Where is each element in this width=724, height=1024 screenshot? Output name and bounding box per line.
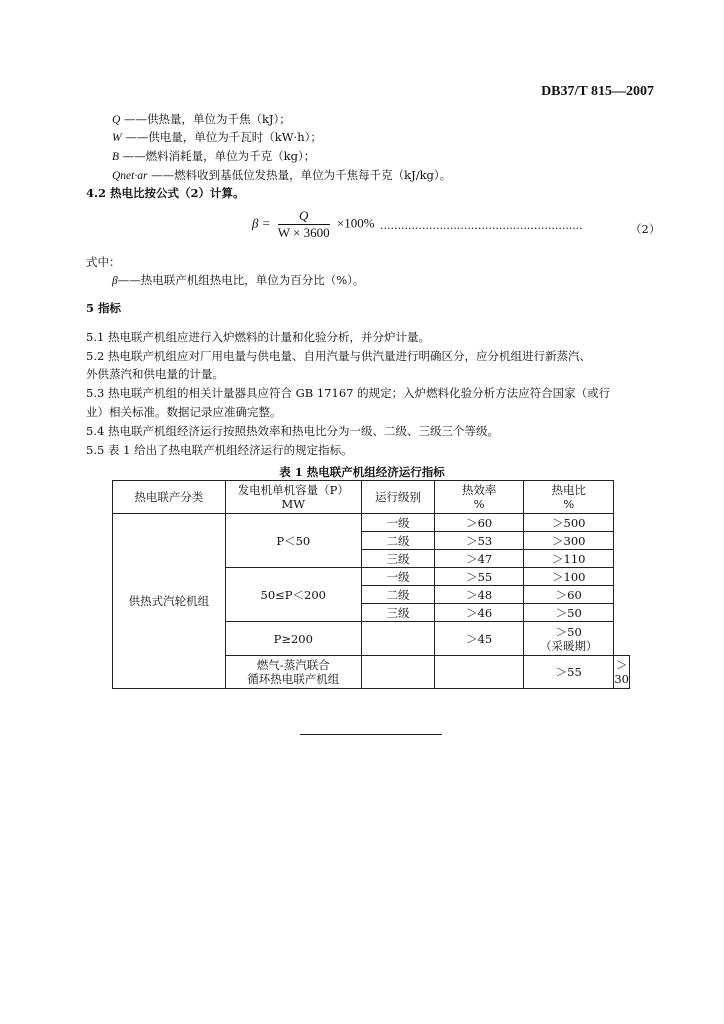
ratio-cell: ＞60	[524, 586, 614, 604]
formula-2	[252, 208, 375, 241]
ratio-cell: ＞500	[524, 514, 614, 532]
category-gas-steam-combined	[225, 656, 361, 689]
efficiency-cell: ＞60	[435, 514, 524, 532]
category-line1: 燃气-蒸汽联合	[256, 658, 330, 672]
category-line2: 循环热电联产机组	[247, 672, 340, 686]
formula-numerator: Q	[278, 208, 330, 225]
header-ratio	[524, 481, 614, 514]
level-cell	[361, 622, 434, 656]
definition-text: ——供电量，单位为千瓦时（kW·h）；	[121, 130, 322, 144]
ratio-cell: ＞50	[524, 604, 614, 622]
ratio-cell: ＞30	[614, 656, 630, 689]
efficiency-cell: ＞55	[524, 656, 614, 689]
efficiency-cell: ＞45	[435, 622, 524, 656]
ratio-value: ＞50	[555, 624, 582, 639]
header-capacity-unit: MW	[281, 497, 306, 511]
para-5-5: 5.5 表 1 给出了热电联产机组经济运行的规定指标。	[86, 443, 353, 457]
end-rule	[300, 734, 442, 735]
ratio-cell: ＞110	[524, 550, 614, 568]
definition-beta	[112, 273, 364, 289]
formula-leader-dots: ··························································	[380, 222, 583, 235]
category-steam-turbine: 供热式汽轮机组	[113, 514, 226, 689]
definition-symbol: W	[112, 132, 122, 144]
efficiency-cell: ＞55	[435, 568, 524, 586]
definition-q	[112, 112, 291, 128]
economic-operation-table	[112, 480, 630, 689]
definition-symbol: Q	[112, 114, 121, 126]
ratio-cell: ＞100	[524, 568, 614, 586]
level-cell: 二级	[361, 586, 434, 604]
para-5-1: 5.1 热电联产机组应进行入炉燃料的计量和化验分析，并分炉计量。	[86, 330, 430, 344]
definition-text: ——供热量，单位为千焦（kJ）；	[120, 112, 291, 126]
header-capacity	[225, 481, 361, 514]
definition-symbol: B	[112, 151, 120, 163]
level-cell: 一级	[361, 568, 434, 586]
definition-b	[112, 149, 315, 165]
header-ratio-unit: %	[563, 497, 575, 511]
ratio-note: （采暖期）	[539, 638, 598, 653]
level-cell: 一级	[361, 514, 434, 532]
formula-number: （2）	[630, 222, 661, 236]
table-header-row	[113, 481, 630, 514]
header-efficiency	[435, 481, 524, 514]
ratio-cell	[524, 622, 614, 656]
efficiency-cell: ＞48	[435, 586, 524, 604]
definition-text: ——燃料收到基低位发热量，单位为千焦每千克（kJ/kg）。	[147, 168, 452, 182]
header-capacity-label: 发电机单机容量（P）	[237, 483, 349, 497]
table-caption: 表 1 热电联产机组经济运行指标	[279, 465, 445, 479]
document-code: DB37/T 815—2007	[541, 84, 654, 99]
para-5-3-line1: 5.3 热电联产机组的相关计量器具应符合 GB 17167 的规定；入炉燃料化验分析方法应符合国家（或行	[86, 386, 611, 400]
section-4-2: 4.2 热电比按公式（2）计算。	[86, 186, 245, 200]
definition-w	[112, 130, 322, 146]
level-cell: 三级	[361, 604, 434, 622]
ratio-cell: ＞300	[524, 532, 614, 550]
level-cell	[435, 656, 524, 689]
para-5-2-line1: 5.2 热电联产机组应对厂用电量与供电量、自用汽量与供汽量进行明确区分，应分机组进行新蒸汽、	[86, 349, 591, 363]
para-5-2-line2: 外供蒸汽和供电量的计量。	[86, 367, 224, 381]
header-level: 运行级别	[361, 481, 434, 514]
level-cell: 三级	[361, 550, 434, 568]
header-efficiency-unit: %	[473, 497, 485, 511]
efficiency-cell: ＞46	[435, 604, 524, 622]
capacity-cell	[361, 656, 434, 689]
where-label: 式中：	[86, 255, 121, 269]
definition-text: ——热电联产机组热电比，单位为百分比（%）。	[117, 273, 365, 287]
definition-symbol: β	[112, 275, 118, 287]
formula-lhs: β =	[252, 215, 271, 231]
capacity-50-to-200: 50≤P＜200	[225, 568, 361, 622]
table-row	[113, 514, 630, 532]
para-5-4: 5.4 热电联产机组经济运行按照热效率和热电比分为一级、二级、三级三个等级。	[86, 424, 499, 438]
level-cell: 二级	[361, 532, 434, 550]
formula-denominator: W × 3600	[277, 225, 330, 240]
efficiency-cell: ＞53	[435, 532, 524, 550]
definition-qnet	[112, 168, 451, 184]
header-efficiency-label: 热效率	[461, 483, 497, 497]
efficiency-cell: ＞47	[435, 550, 524, 568]
header-category: 热电联产分类	[113, 481, 226, 514]
section-5-heading: 5 指标	[86, 301, 122, 315]
header-ratio-label: 热电比	[551, 483, 586, 497]
capacity-p-ge-200: P≥200	[225, 622, 361, 656]
definition-symbol: Qnet·ar	[112, 170, 148, 182]
definition-text: ——燃料消耗量，单位为千克（kg）；	[119, 149, 316, 163]
formula-fraction	[278, 208, 330, 241]
capacity-p-lt-50: P＜50	[225, 514, 361, 568]
para-5-3-line2: 业）相关标准。数据记录应准确完整。	[86, 405, 282, 419]
formula-rhs: ×100%	[336, 215, 375, 231]
